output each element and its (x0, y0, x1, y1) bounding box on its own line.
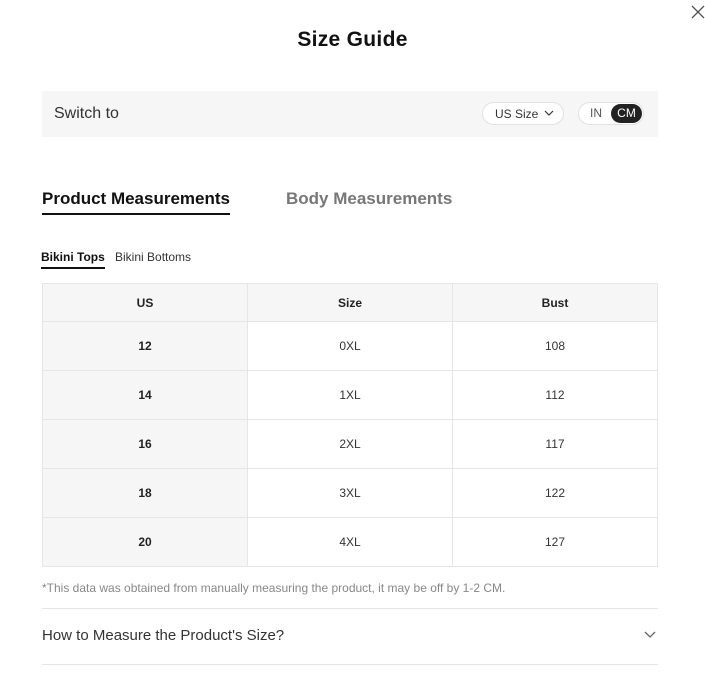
measurement-note: *This data was obtained from manually measuring the product, it may be off by 1-2 CM. (42, 581, 506, 595)
close-icon (689, 3, 705, 21)
tab-body-measurements[interactable]: Body Measurements (286, 189, 453, 208)
column-header-us: US (43, 284, 248, 322)
chevron-down-icon (544, 109, 554, 117)
cell-bust: 122 (453, 469, 658, 518)
tab-product-measurements[interactable]: Product Measurements (42, 189, 230, 215)
column-header-size: Size (248, 284, 453, 322)
table-row (43, 420, 658, 469)
cell-us: 20 (43, 518, 248, 567)
unit-cm-button[interactable]: CM (611, 104, 642, 123)
table-row (43, 371, 658, 420)
cell-size: 2XL (248, 420, 453, 469)
divider (42, 664, 658, 665)
column-header-bust: Bust (453, 284, 658, 322)
subtab-bikini-tops[interactable]: Bikini Tops (41, 250, 105, 269)
dialog-title: Size Guide (297, 28, 408, 51)
cell-bust: 127 (453, 518, 658, 567)
switch-bar (42, 91, 658, 137)
cell-size: 3XL (248, 469, 453, 518)
cell-size: 0XL (248, 322, 453, 371)
cell-bust: 108 (453, 322, 658, 371)
subtab-bikini-bottoms[interactable]: Bikini Bottoms (115, 250, 192, 264)
cell-bust: 117 (453, 420, 658, 469)
size-system-value: US Size (495, 107, 539, 121)
cell-us: 14 (43, 371, 248, 420)
unit-in-button[interactable]: IN (590, 106, 602, 120)
cell-size: 1XL (248, 371, 453, 420)
cell-us: 12 (43, 322, 248, 371)
cell-size: 4XL (248, 518, 453, 567)
switch-label: Switch to (54, 105, 119, 122)
size-system-dropdown[interactable] (482, 102, 564, 125)
table-row (43, 518, 658, 567)
unit-toggle (578, 102, 644, 125)
chevron-down-icon (643, 629, 657, 639)
accordion-label: How to Measure the Product's Size? (42, 627, 285, 644)
table-row (43, 322, 658, 371)
how-to-measure-accordion[interactable] (42, 609, 658, 664)
size-table (42, 283, 658, 567)
cell-us: 18 (43, 469, 248, 518)
close-button[interactable] (689, 3, 705, 21)
cell-us: 16 (43, 420, 248, 469)
cell-bust: 112 (453, 371, 658, 420)
table-row (43, 469, 658, 518)
table-header-row (43, 284, 658, 322)
